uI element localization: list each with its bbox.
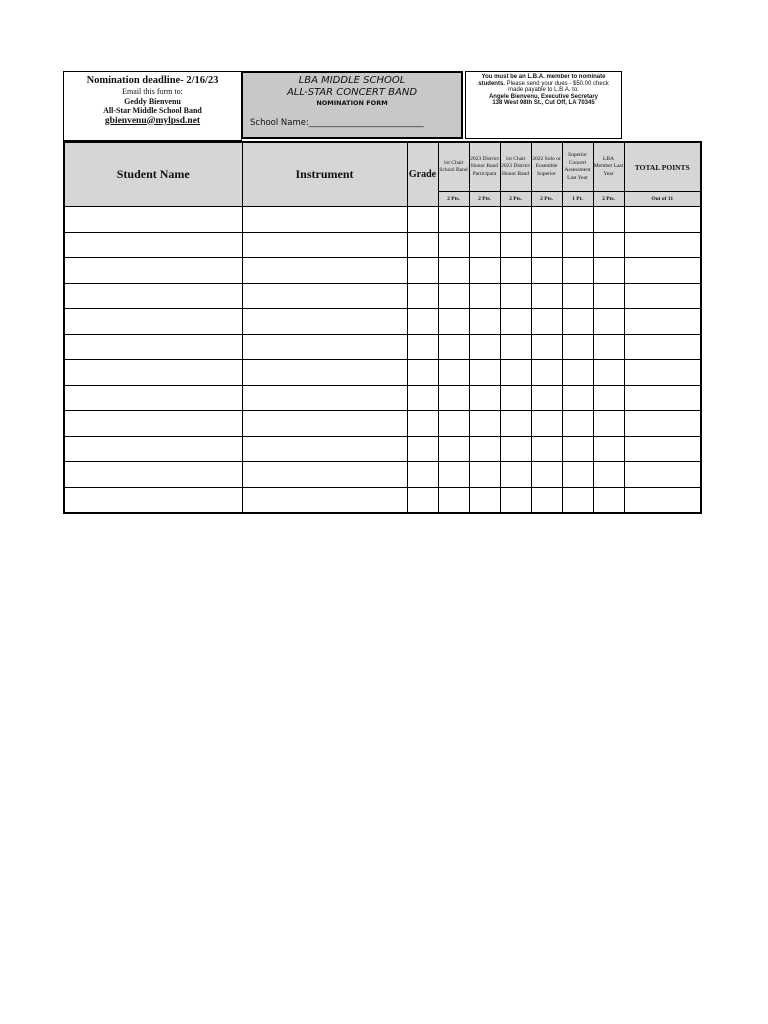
first-chair-district-cell[interactable] xyxy=(500,462,531,488)
superior-concert-cell[interactable] xyxy=(562,207,593,233)
student-name-cell[interactable] xyxy=(64,462,242,488)
first-chair-district-cell[interactable] xyxy=(500,309,531,335)
points-total: Out of 11 xyxy=(624,192,701,207)
solo-superior-cell[interactable] xyxy=(531,462,562,488)
first-chair-school-cell[interactable] xyxy=(438,462,469,488)
grade-cell[interactable] xyxy=(407,334,438,360)
table-row xyxy=(64,232,701,258)
superior-concert-cell[interactable] xyxy=(562,411,593,437)
first-chair-school-cell[interactable] xyxy=(438,360,469,386)
header-total-points: TOTAL POINTS xyxy=(624,142,701,192)
dues-line4: Angele Bienvenu, Executive Secretary xyxy=(488,93,599,100)
instrument-cell[interactable] xyxy=(242,232,407,258)
lba-member-cell[interactable] xyxy=(593,462,624,488)
superior-concert-cell[interactable] xyxy=(562,385,593,411)
first-chair-district-cell[interactable] xyxy=(500,258,531,284)
total-points-cell[interactable] xyxy=(624,283,701,309)
grade-cell[interactable] xyxy=(407,360,438,386)
district-participant-cell[interactable] xyxy=(469,232,500,258)
grade-cell[interactable] xyxy=(407,258,438,284)
email-to-label: Email this form to: xyxy=(122,87,183,96)
student-name-cell[interactable] xyxy=(64,232,242,258)
lba-member-cell[interactable] xyxy=(593,411,624,437)
lba-member-cell[interactable] xyxy=(593,283,624,309)
lba-member-cell[interactable] xyxy=(593,487,624,513)
instrument-cell[interactable] xyxy=(242,258,407,284)
school-name-label: School Name:__________________________ xyxy=(250,118,420,128)
district-participant-cell[interactable] xyxy=(469,462,500,488)
student-name-cell[interactable] xyxy=(64,283,242,309)
grade-cell[interactable] xyxy=(407,232,438,258)
superior-concert-cell[interactable] xyxy=(562,232,593,258)
solo-superior-cell[interactable] xyxy=(531,232,562,258)
school-name-tail: _ xyxy=(419,118,424,128)
superior-concert-cell[interactable] xyxy=(562,334,593,360)
first-chair-district-cell[interactable] xyxy=(500,334,531,360)
student-name-cell[interactable] xyxy=(64,436,242,462)
form-title-line2: ALL-STAR CONCERT BAND xyxy=(286,87,418,98)
lba-member-cell[interactable] xyxy=(593,232,624,258)
instrument-cell[interactable] xyxy=(242,360,407,386)
district-participant-cell[interactable] xyxy=(469,334,500,360)
solo-superior-cell[interactable] xyxy=(531,309,562,335)
total-points-cell[interactable] xyxy=(624,436,701,462)
table-row xyxy=(64,385,701,411)
superior-concert-cell[interactable] xyxy=(562,283,593,309)
solo-superior-cell[interactable] xyxy=(531,207,562,233)
instrument-cell[interactable] xyxy=(242,411,407,437)
grade-cell[interactable] xyxy=(407,462,438,488)
solo-superior-cell[interactable] xyxy=(531,487,562,513)
first-chair-school-cell[interactable] xyxy=(438,334,469,360)
grade-cell[interactable] xyxy=(407,411,438,437)
first-chair-school-cell[interactable] xyxy=(438,309,469,335)
first-chair-district-cell[interactable] xyxy=(500,360,531,386)
student-name-cell[interactable] xyxy=(64,207,242,233)
first-chair-district-cell[interactable] xyxy=(500,283,531,309)
header-student-name: Student Name xyxy=(64,142,242,207)
district-participant-cell[interactable] xyxy=(469,360,500,386)
instrument-cell[interactable] xyxy=(242,436,407,462)
lba-member-cell[interactable] xyxy=(593,309,624,335)
form-header xyxy=(63,71,700,141)
header-first-chair-school: 1st Chair School Band xyxy=(438,142,469,192)
points-first-chair-district: 2 Pts. xyxy=(500,192,531,207)
instrument-cell[interactable] xyxy=(242,462,407,488)
district-participant-cell[interactable] xyxy=(469,487,500,513)
solo-superior-cell[interactable] xyxy=(531,334,562,360)
table-row xyxy=(64,411,701,437)
solo-superior-cell[interactable] xyxy=(531,436,562,462)
first-chair-district-cell[interactable] xyxy=(500,207,531,233)
table-row xyxy=(64,207,701,233)
points-superior-concert: 1 Pt. xyxy=(562,192,593,207)
nomination-form xyxy=(63,71,700,514)
deadline-text: Nomination deadline- 2/16/23 xyxy=(86,75,219,86)
grade-cell[interactable] xyxy=(407,207,438,233)
points-first-chair-school: 2 Pts. xyxy=(438,192,469,207)
lba-member-cell[interactable] xyxy=(593,334,624,360)
lba-member-cell[interactable] xyxy=(593,360,624,386)
first-chair-school-cell[interactable] xyxy=(438,411,469,437)
total-points-cell[interactable] xyxy=(624,411,701,437)
header-lba-member: LBA Member Last Year xyxy=(593,142,624,192)
superior-concert-cell[interactable] xyxy=(562,462,593,488)
instrument-cell[interactable] xyxy=(242,283,407,309)
superior-concert-cell[interactable] xyxy=(562,360,593,386)
student-name-cell[interactable] xyxy=(64,385,242,411)
total-points-cell[interactable] xyxy=(624,309,701,335)
first-chair-district-cell[interactable] xyxy=(500,487,531,513)
grade-cell[interactable] xyxy=(407,309,438,335)
first-chair-district-cell[interactable] xyxy=(500,411,531,437)
superior-concert-cell[interactable] xyxy=(562,487,593,513)
superior-concert-cell[interactable] xyxy=(562,309,593,335)
superior-concert-cell[interactable] xyxy=(562,436,593,462)
lba-member-cell[interactable] xyxy=(593,258,624,284)
points-lba-member: 2 Pts. xyxy=(593,192,624,207)
grade-cell[interactable] xyxy=(407,487,438,513)
total-points-cell[interactable] xyxy=(624,334,701,360)
form-title-line1: LBA MIDDLE SCHOOL xyxy=(298,75,406,86)
district-participant-cell[interactable] xyxy=(469,385,500,411)
dues-line2-bold: students. xyxy=(478,80,505,87)
table-row xyxy=(64,334,701,360)
dues-box xyxy=(465,71,622,139)
dues-line2: Please send your dues - $50.00 check xyxy=(506,80,609,87)
student-name-cell[interactable] xyxy=(64,334,242,360)
first-chair-school-cell[interactable] xyxy=(438,436,469,462)
points-solo-superior: 2 Pts. xyxy=(531,192,562,207)
solo-superior-cell[interactable] xyxy=(531,258,562,284)
solo-superior-cell[interactable] xyxy=(531,385,562,411)
solo-superior-cell[interactable] xyxy=(531,283,562,309)
first-chair-school-cell[interactable] xyxy=(438,232,469,258)
total-points-cell[interactable] xyxy=(624,232,701,258)
header-district-participant: 2023 District Honor Band Participant xyxy=(469,142,500,192)
header-solo-superior: 2022 Solo or Ensemble Superior xyxy=(531,142,562,192)
first-chair-school-cell[interactable] xyxy=(438,258,469,284)
header-grade: Grade xyxy=(407,142,438,207)
total-points-cell[interactable] xyxy=(624,462,701,488)
instrument-cell[interactable] xyxy=(242,309,407,335)
first-chair-district-cell[interactable] xyxy=(500,232,531,258)
district-participant-cell[interactable] xyxy=(469,207,500,233)
student-name-cell[interactable] xyxy=(64,487,242,513)
total-points-cell[interactable] xyxy=(624,207,701,233)
solo-superior-cell[interactable] xyxy=(531,360,562,386)
header-instrument: Instrument xyxy=(242,142,407,207)
student-name-cell[interactable] xyxy=(64,309,242,335)
instrument-cell[interactable] xyxy=(242,334,407,360)
table-row xyxy=(64,462,701,488)
contact-box xyxy=(63,71,242,141)
first-chair-school-cell[interactable] xyxy=(438,385,469,411)
header-first-chair-district: 1st Chair 2023 District Honor Band xyxy=(500,142,531,192)
points-district-participant: 2 Pts. xyxy=(469,192,500,207)
table-row xyxy=(64,258,701,284)
school-name-field[interactable] xyxy=(250,118,424,128)
table-row xyxy=(64,360,701,386)
district-participant-cell[interactable] xyxy=(469,436,500,462)
grade-cell[interactable] xyxy=(407,385,438,411)
instrument-cell[interactable] xyxy=(242,487,407,513)
first-chair-school-cell[interactable] xyxy=(438,207,469,233)
dues-line5: 138 West 98th St., Cut Off, LA 70345 xyxy=(492,100,595,106)
nomination-rows xyxy=(64,207,701,514)
solo-superior-cell[interactable] xyxy=(531,411,562,437)
total-points-cell[interactable] xyxy=(624,360,701,386)
instrument-cell[interactable] xyxy=(242,385,407,411)
lba-member-cell[interactable] xyxy=(593,207,624,233)
title-box xyxy=(241,71,463,139)
grade-cell[interactable] xyxy=(407,436,438,462)
dues-line1: You must be an L.B.A. member to nominate xyxy=(481,74,606,80)
district-participant-cell[interactable] xyxy=(469,309,500,335)
first-chair-district-cell[interactable] xyxy=(500,385,531,411)
table-row xyxy=(64,487,701,513)
district-participant-cell[interactable] xyxy=(469,258,500,284)
form-subtitle: NOMINATION FORM xyxy=(316,99,388,107)
contact-email-link[interactable]: gbienvenu@mylpsd.net xyxy=(104,115,201,126)
contact-band: All-Star Middle School Band xyxy=(103,106,202,115)
student-name-cell[interactable] xyxy=(64,411,242,437)
district-participant-cell[interactable] xyxy=(469,411,500,437)
table-row xyxy=(64,283,701,309)
student-name-cell[interactable] xyxy=(64,258,242,284)
instrument-cell[interactable] xyxy=(242,207,407,233)
first-chair-district-cell[interactable] xyxy=(500,436,531,462)
lba-member-cell[interactable] xyxy=(593,385,624,411)
total-points-cell[interactable] xyxy=(624,385,701,411)
dues-line3: made payable to L.B.A. to: xyxy=(508,87,579,93)
first-chair-school-cell[interactable] xyxy=(438,487,469,513)
table-row xyxy=(64,309,701,335)
header-superior-concert: Superior Concert Assessment Last Year xyxy=(562,142,593,192)
nomination-table xyxy=(63,141,702,514)
superior-concert-cell[interactable] xyxy=(562,258,593,284)
contact-name: Geddy Bienvenu xyxy=(124,96,181,106)
student-name-cell[interactable] xyxy=(64,360,242,386)
grade-cell[interactable] xyxy=(407,283,438,309)
lba-member-cell[interactable] xyxy=(593,436,624,462)
total-points-cell[interactable] xyxy=(624,258,701,284)
table-row xyxy=(64,436,701,462)
district-participant-cell[interactable] xyxy=(469,283,500,309)
total-points-cell[interactable] xyxy=(624,487,701,513)
first-chair-school-cell[interactable] xyxy=(438,283,469,309)
